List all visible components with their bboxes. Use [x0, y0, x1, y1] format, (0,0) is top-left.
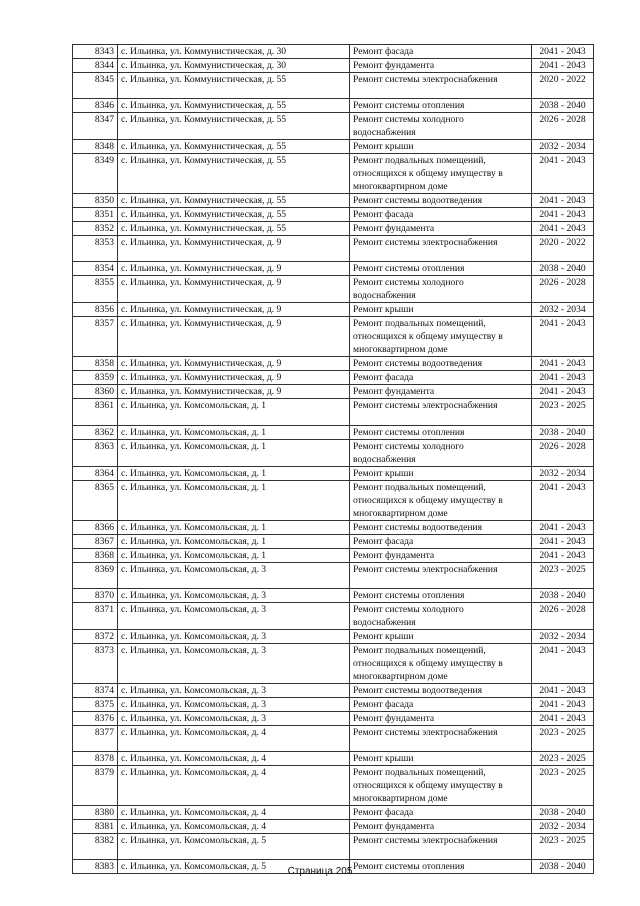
- row-work-type: Ремонт крыши: [350, 629, 532, 643]
- table-row: [73, 262, 594, 276]
- table-row: [73, 140, 594, 154]
- table-row: [73, 425, 594, 439]
- row-address: с. Ильинка, ул. Коммунистическая, д. 55: [118, 154, 350, 194]
- row-number: 8362: [73, 425, 118, 439]
- row-work-type: Ремонт фундамента: [350, 819, 532, 833]
- row-number: 8378: [73, 751, 118, 765]
- row-years: 2023 - 2025: [532, 833, 594, 859]
- row-years: 2038 - 2040: [532, 805, 594, 819]
- row-number: 8349: [73, 154, 118, 194]
- row-address: с. Ильинка, ул. Комсомольская, д. 1: [118, 466, 350, 480]
- row-work-type: Ремонт системы отопления: [350, 99, 532, 113]
- row-number: 8347: [73, 113, 118, 140]
- row-address: с. Ильинка, ул. Коммунистическая, д. 30: [118, 45, 350, 59]
- row-years: 2038 - 2040: [532, 425, 594, 439]
- table-row: [73, 194, 594, 208]
- row-years: 2038 - 2040: [532, 262, 594, 276]
- row-number: 8374: [73, 683, 118, 697]
- row-number: 8373: [73, 643, 118, 683]
- row-address: с. Ильинка, ул. Комсомольская, д. 3: [118, 711, 350, 725]
- table-row: [73, 602, 594, 629]
- row-years: 2041 - 2043: [532, 371, 594, 385]
- row-years: 2032 - 2034: [532, 629, 594, 643]
- row-address: с. Ильинка, ул. Комсомольская, д. 5: [118, 833, 350, 859]
- table-row: [73, 520, 594, 534]
- row-address: с. Ильинка, ул. Комсомольская, д. 3: [118, 629, 350, 643]
- table-body: [73, 45, 594, 874]
- row-years: 2032 - 2034: [532, 819, 594, 833]
- row-years: 2026 - 2028: [532, 113, 594, 140]
- row-work-type: Ремонт системы электроснабжения: [350, 73, 532, 99]
- table-row: [73, 399, 594, 425]
- table-row: [73, 113, 594, 140]
- table-row: [73, 276, 594, 303]
- table-row: [73, 59, 594, 73]
- row-number: 8368: [73, 548, 118, 562]
- row-address: с. Ильинка, ул. Комсомольская, д. 1: [118, 399, 350, 425]
- row-work-type: Ремонт фундамента: [350, 548, 532, 562]
- row-address: с. Ильинка, ул. Коммунистическая, д. 55: [118, 99, 350, 113]
- row-address: с. Ильинка, ул. Коммунистическая, д. 55: [118, 140, 350, 154]
- page-number: Страница 205: [287, 866, 353, 877]
- row-years: 2023 - 2025: [532, 765, 594, 805]
- row-number: 8358: [73, 357, 118, 371]
- row-address: с. Ильинка, ул. Комсомольская, д. 3: [118, 588, 350, 602]
- row-number: 8346: [73, 99, 118, 113]
- row-years: 2041 - 2043: [532, 480, 594, 520]
- row-years: 2023 - 2025: [532, 725, 594, 751]
- row-years: 2041 - 2043: [532, 520, 594, 534]
- row-work-type: Ремонт системы электроснабжения: [350, 833, 532, 859]
- row-years: 2041 - 2043: [532, 697, 594, 711]
- table-row: [73, 819, 594, 833]
- row-number: 8352: [73, 222, 118, 236]
- row-number: 8379: [73, 765, 118, 805]
- row-work-type: Ремонт системы отопления: [350, 860, 532, 874]
- row-years: 2020 - 2022: [532, 73, 594, 99]
- row-years: 2041 - 2043: [532, 643, 594, 683]
- row-work-type: Ремонт подвальных помещений, относящихся к общему имуществу в многоквартирном доме: [350, 154, 532, 194]
- row-years: 2038 - 2040: [532, 588, 594, 602]
- row-work-type: Ремонт крыши: [350, 140, 532, 154]
- row-address: с. Ильинка, ул. Коммунистическая, д. 55: [118, 113, 350, 140]
- row-years: 2041 - 2043: [532, 45, 594, 59]
- row-address: с. Ильинка, ул. Коммунистическая, д. 9: [118, 317, 350, 357]
- row-work-type: Ремонт фундамента: [350, 222, 532, 236]
- row-number: 8361: [73, 399, 118, 425]
- table-row: [73, 236, 594, 262]
- row-work-type: Ремонт системы отопления: [350, 588, 532, 602]
- row-years: 2026 - 2028: [532, 276, 594, 303]
- row-years: 2041 - 2043: [532, 208, 594, 222]
- row-number: 8382: [73, 833, 118, 859]
- row-work-type: Ремонт подвальных помещений, относящихся к общему имуществу в многоквартирном доме: [350, 643, 532, 683]
- row-number: 8353: [73, 236, 118, 262]
- row-number: 8343: [73, 45, 118, 59]
- row-address: с. Ильинка, ул. Комсомольская, д. 3: [118, 643, 350, 683]
- row-number: 8372: [73, 629, 118, 643]
- row-number: 8371: [73, 602, 118, 629]
- row-years: 2023 - 2025: [532, 399, 594, 425]
- row-work-type: Ремонт подвальных помещений, относящихся к общему имуществу в многоквартирном доме: [350, 765, 532, 805]
- row-years: 2032 - 2034: [532, 303, 594, 317]
- row-years: 2032 - 2034: [532, 466, 594, 480]
- table-row: [73, 208, 594, 222]
- row-work-type: Ремонт системы водоотведения: [350, 194, 532, 208]
- row-address: с. Ильинка, ул. Коммунистическая, д. 55: [118, 208, 350, 222]
- row-work-type: Ремонт системы электроснабжения: [350, 236, 532, 262]
- table-row: [73, 548, 594, 562]
- row-work-type: Ремонт крыши: [350, 466, 532, 480]
- row-number: 8366: [73, 520, 118, 534]
- row-address: с. Ильинка, ул. Коммунистическая, д. 55: [118, 194, 350, 208]
- row-address: с. Ильинка, ул. Коммунистическая, д. 9: [118, 357, 350, 371]
- row-address: с. Ильинка, ул. Коммунистическая, д. 9: [118, 385, 350, 399]
- row-work-type: Ремонт фасада: [350, 534, 532, 548]
- row-years: 2041 - 2043: [532, 222, 594, 236]
- row-number: 8355: [73, 276, 118, 303]
- row-work-type: Ремонт системы холодного водоснабжения: [350, 276, 532, 303]
- table-row: [73, 99, 594, 113]
- repair-schedule-table: [72, 44, 594, 874]
- row-number: 8377: [73, 725, 118, 751]
- table-row: [73, 303, 594, 317]
- row-years: 2041 - 2043: [532, 683, 594, 697]
- table-row: [73, 357, 594, 371]
- row-address: с. Ильинка, ул. Коммунистическая, д. 55: [118, 73, 350, 99]
- row-work-type: Ремонт крыши: [350, 751, 532, 765]
- row-years: 2026 - 2028: [532, 439, 594, 466]
- table-row: [73, 697, 594, 711]
- row-years: 2038 - 2040: [532, 99, 594, 113]
- row-years: 2041 - 2043: [532, 194, 594, 208]
- row-work-type: Ремонт системы электроснабжения: [350, 562, 532, 588]
- row-work-type: Ремонт системы водоотведения: [350, 683, 532, 697]
- row-work-type: Ремонт системы электроснабжения: [350, 725, 532, 751]
- table-row: [73, 562, 594, 588]
- row-number: 8351: [73, 208, 118, 222]
- row-number: 8381: [73, 819, 118, 833]
- table-row: [73, 711, 594, 725]
- row-work-type: Ремонт фасада: [350, 805, 532, 819]
- table-row: [73, 534, 594, 548]
- table-row: [73, 805, 594, 819]
- row-address: с. Ильинка, ул. Коммунистическая, д. 9: [118, 262, 350, 276]
- row-work-type: Ремонт системы отопления: [350, 425, 532, 439]
- row-work-type: Ремонт системы холодного водоснабжения: [350, 602, 532, 629]
- row-address: с. Ильинка, ул. Комсомольская, д. 1: [118, 439, 350, 466]
- table-row: [73, 439, 594, 466]
- row-number: 8356: [73, 303, 118, 317]
- table-row: [73, 683, 594, 697]
- row-address: с. Ильинка, ул. Комсомольская, д. 4: [118, 805, 350, 819]
- row-address: с. Ильинка, ул. Комсомольская, д. 5: [118, 860, 350, 874]
- row-address: с. Ильинка, ул. Коммунистическая, д. 9: [118, 303, 350, 317]
- row-number: 8360: [73, 385, 118, 399]
- row-address: с. Ильинка, ул. Комсомольская, д. 4: [118, 725, 350, 751]
- row-years: 2041 - 2043: [532, 548, 594, 562]
- row-address: с. Ильинка, ул. Комсомольская, д. 1: [118, 548, 350, 562]
- row-address: с. Ильинка, ул. Комсомольская, д. 3: [118, 562, 350, 588]
- row-address: с. Ильинка, ул. Комсомольская, д. 1: [118, 534, 350, 548]
- table-row: [73, 45, 594, 59]
- row-years: 2023 - 2025: [532, 751, 594, 765]
- row-years: 2041 - 2043: [532, 357, 594, 371]
- row-number: 8357: [73, 317, 118, 357]
- row-number: 8354: [73, 262, 118, 276]
- table-row: [73, 466, 594, 480]
- row-number: 8363: [73, 439, 118, 466]
- row-number: 8376: [73, 711, 118, 725]
- row-work-type: Ремонт подвальных помещений, относящихся к общему имуществу в многоквартирном доме: [350, 317, 532, 357]
- row-number: 8375: [73, 697, 118, 711]
- row-number: 8383: [73, 860, 118, 874]
- row-number: 8365: [73, 480, 118, 520]
- row-address: с. Ильинка, ул. Комсомольская, д. 1: [118, 480, 350, 520]
- row-years: 2032 - 2034: [532, 140, 594, 154]
- row-address: с. Ильинка, ул. Комсомольская, д. 1: [118, 425, 350, 439]
- table-row: [73, 629, 594, 643]
- row-address: с. Ильинка, ул. Комсомольская, д. 4: [118, 765, 350, 805]
- row-number: 8380: [73, 805, 118, 819]
- row-work-type: Ремонт фундамента: [350, 385, 532, 399]
- row-work-type: Ремонт фасада: [350, 45, 532, 59]
- row-address: с. Ильинка, ул. Комсомольская, д. 3: [118, 683, 350, 697]
- row-work-type: Ремонт фасада: [350, 208, 532, 222]
- row-address: с. Ильинка, ул. Комсомольская, д. 4: [118, 819, 350, 833]
- table-row: [73, 317, 594, 357]
- row-number: 8348: [73, 140, 118, 154]
- row-work-type: Ремонт системы водоотведения: [350, 520, 532, 534]
- table-row: [73, 643, 594, 683]
- row-number: 8369: [73, 562, 118, 588]
- row-work-type: Ремонт системы отопления: [350, 262, 532, 276]
- row-number: 8370: [73, 588, 118, 602]
- row-address: с. Ильинка, ул. Комсомольская, д. 3: [118, 697, 350, 711]
- row-years: 2038 - 2040: [532, 860, 594, 874]
- row-address: с. Ильинка, ул. Комсомольская, д. 1: [118, 520, 350, 534]
- row-address: с. Ильинка, ул. Коммунистическая, д. 9: [118, 236, 350, 262]
- table-row: [73, 725, 594, 751]
- row-years: 2020 - 2022: [532, 236, 594, 262]
- row-work-type: Ремонт подвальных помещений, относящихся к общему имуществу в многоквартирном доме: [350, 480, 532, 520]
- row-years: 2023 - 2025: [532, 562, 594, 588]
- row-work-type: Ремонт фасада: [350, 371, 532, 385]
- row-years: 2041 - 2043: [532, 711, 594, 725]
- row-number: 8367: [73, 534, 118, 548]
- row-number: 8350: [73, 194, 118, 208]
- row-number: 8344: [73, 59, 118, 73]
- row-work-type: Ремонт системы электроснабжения: [350, 399, 532, 425]
- row-work-type: Ремонт системы водоотведения: [350, 357, 532, 371]
- table-row: [73, 765, 594, 805]
- row-work-type: Ремонт фундамента: [350, 711, 532, 725]
- table-row: [73, 371, 594, 385]
- row-number: 8345: [73, 73, 118, 99]
- row-number: 8359: [73, 371, 118, 385]
- table-row: [73, 480, 594, 520]
- row-address: с. Ильинка, ул. Коммунистическая, д. 30: [118, 59, 350, 73]
- row-work-type: Ремонт крыши: [350, 303, 532, 317]
- table-row: [73, 222, 594, 236]
- row-work-type: Ремонт фундамента: [350, 59, 532, 73]
- row-work-type: Ремонт системы холодного водоснабжения: [350, 439, 532, 466]
- table-row: [73, 833, 594, 859]
- table-row: [73, 73, 594, 99]
- row-address: с. Ильинка, ул. Комсомольская, д. 3: [118, 602, 350, 629]
- row-address: с. Ильинка, ул. Коммунистическая, д. 9: [118, 276, 350, 303]
- row-years: 2026 - 2028: [532, 602, 594, 629]
- table-row: [73, 154, 594, 194]
- table-row: [73, 385, 594, 399]
- row-years: 2041 - 2043: [532, 154, 594, 194]
- row-years: 2041 - 2043: [532, 59, 594, 73]
- row-address: с. Ильинка, ул. Комсомольская, д. 4: [118, 751, 350, 765]
- row-work-type: Ремонт системы холодного водоснабжения: [350, 113, 532, 140]
- row-address: с. Ильинка, ул. Коммунистическая, д. 9: [118, 371, 350, 385]
- table-row: [73, 588, 594, 602]
- row-years: 2041 - 2043: [532, 385, 594, 399]
- table-row: [73, 751, 594, 765]
- row-years: 2041 - 2043: [532, 317, 594, 357]
- row-address: с. Ильинка, ул. Коммунистическая, д. 55: [118, 222, 350, 236]
- row-years: 2041 - 2043: [532, 534, 594, 548]
- row-work-type: Ремонт фасада: [350, 697, 532, 711]
- row-number: 8364: [73, 466, 118, 480]
